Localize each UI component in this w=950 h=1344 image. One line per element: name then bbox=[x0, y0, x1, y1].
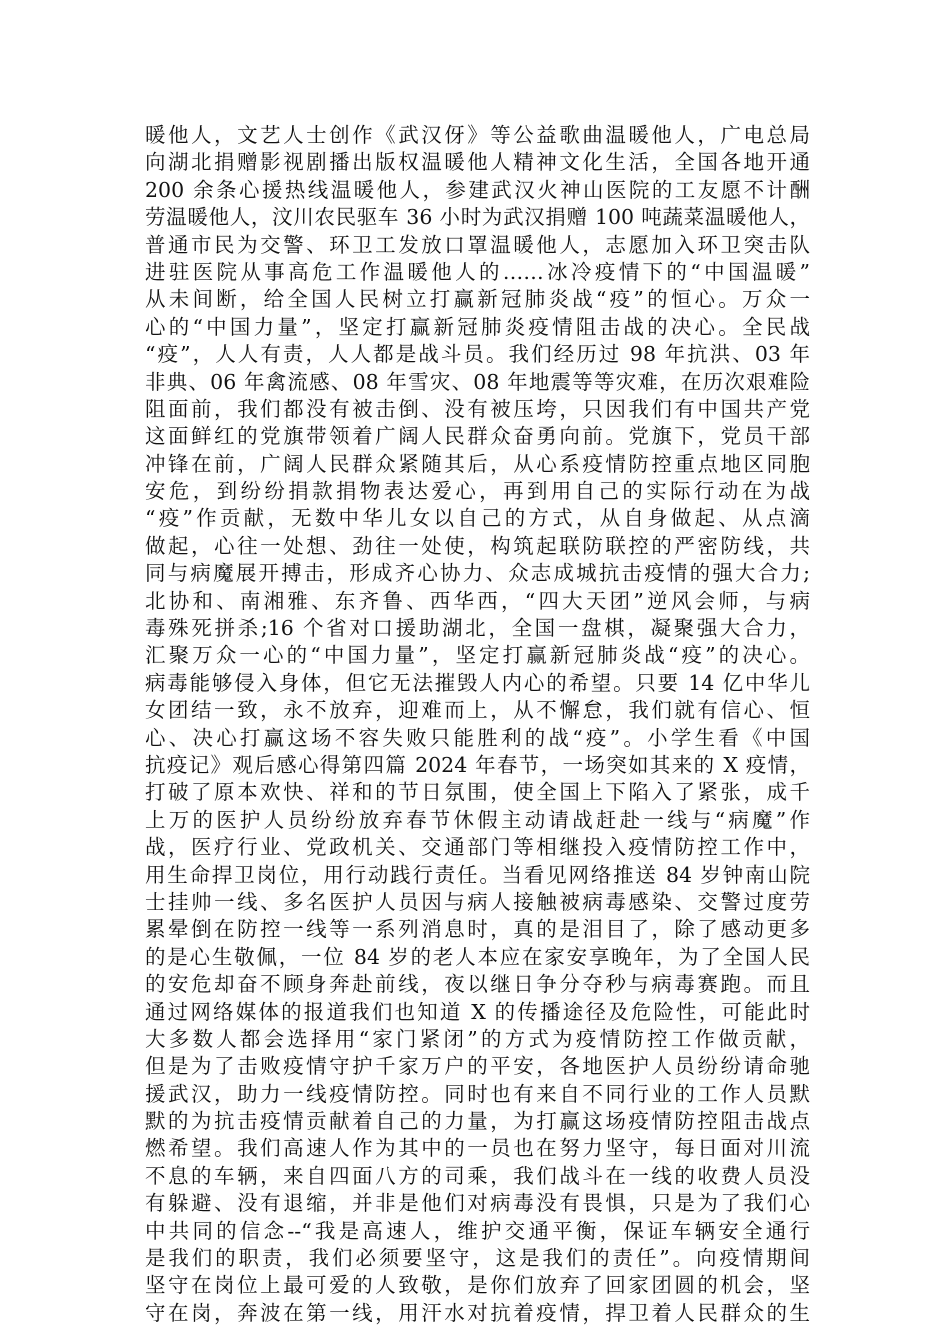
text-line: “疫”，人人有责，人人都是战斗员。我们经历过 98 年抗洪、03 年 bbox=[145, 342, 810, 367]
text-line: 的是心生敬佩，一位 84 岁的老人本应在家安享晚年，为了全国人民 bbox=[145, 944, 810, 969]
text-line: 有躲避、没有退缩，并非是他们对病毒没有畏惧，只是为了我们心 bbox=[145, 1191, 810, 1216]
text-line: 汇聚万众一心的“中国力量”，坚定打赢新冠肺炎战“疫”的决心。 bbox=[145, 643, 810, 668]
text-line: 北协和、南湘雅、东齐鲁、西华西，“四大天团”逆风会师，与病 bbox=[145, 588, 810, 613]
text-line: 但是为了击败疫情守护千家万户的平安，各地医护人员纷纷请命驰 bbox=[145, 1054, 810, 1079]
text-line: 坚守在岗位上最可爱的人致敬，是你们放弃了回家团圆的机会，坚 bbox=[145, 1273, 810, 1298]
text-line: 心、决心打赢这场不容失败只能胜利的战“疫”。小学生看《中国 bbox=[145, 725, 810, 750]
text-line: 向湖北捐赠影视剧播出版权温暖他人精神文化生活，全国各地开通 bbox=[145, 150, 810, 175]
text-line: 燃希望。我们高速人作为其中的一员也在努力坚守，每日面对川流 bbox=[145, 1136, 810, 1161]
text-line: 援武汉，助力一线疫情防控。同时也有来自不同行业的工作人员默 bbox=[145, 1081, 810, 1106]
text-line: 守在岗，奔波在第一线，用汗水对抗着疫情，捍卫着人民群众的生 bbox=[145, 1300, 810, 1325]
text-line: 上万的医护人员纷纷放弃春节休假主动请战赶赴一线与“病魔”作 bbox=[145, 807, 810, 832]
text-line: 大多数人都会选择用“家门紧闭”的方式为疫情防控工作做贡献， bbox=[145, 1026, 810, 1051]
text-line: “疫”作贡献，无数中华儿女以自己的方式，从自身做起、从点滴 bbox=[145, 506, 810, 531]
text-line: 抗疫记》观后感心得第四篇 2024 年春节，一场突如其来的 X 疫情， bbox=[145, 752, 810, 777]
text-line: 做起，心往一处想、劲往一处使，构筑起联防联控的严密防线，共 bbox=[145, 533, 810, 558]
text-line: 默的为抗击疫情贡献着自己的力量，为打赢这场疫情防控阻击战点 bbox=[145, 1109, 810, 1134]
text-line: 暖他人，文艺人士创作《武汉伢》等公益歌曲温暖他人，广电总局 bbox=[145, 123, 810, 147]
text-line: 用生命捍卫岗位，用行动践行责任。当看见网络推送 84 岁钟南山院 bbox=[145, 862, 810, 887]
text-line: 女团结一致，永不放弃，迎难而上，从不懈怠，我们就有信心、恒 bbox=[145, 698, 810, 723]
text-line: 非典、06 年禽流感、08 年雪灾、08 年地震等等灾难，在历次艰难险 bbox=[145, 369, 810, 394]
text-line: 累晕倒在防控一线等一系列消息时，真的是泪目了，除了感动更多 bbox=[145, 917, 810, 942]
text-line: 安危，到纷纷捐款捐物表达爱心，再到用自己的实际行动在为战 bbox=[145, 479, 810, 504]
text-line: 毒殊死拼杀;16 个省对口援助湖北，全国一盘棋，凝聚强大合力， bbox=[145, 616, 810, 641]
text-line: 不息的车辆，来自四面八方的司乘，我们战斗在一线的收费人员没 bbox=[145, 1163, 810, 1188]
text-line: 病毒能够侵入身体，但它无法摧毁人内心的希望。只要 14 亿中华儿 bbox=[145, 670, 810, 695]
text-line: 心的“中国力量”，坚定打赢新冠肺炎疫情阻击战的决心。全民战 bbox=[145, 314, 810, 339]
text-line: 劳温暖他人，汶川农民驱车 36 小时为武汉捐赠 100 吨蔬菜温暖他人， bbox=[145, 205, 810, 230]
text-line: 200 余条心援热线温暖他人，参建武汉火神山医院的工友愿不计酬 bbox=[145, 177, 810, 202]
text-line: 打破了原本欢快、祥和的节日氛围，使全国上下陷入了紧张，成千 bbox=[145, 780, 810, 805]
text-line: 从未间断，给全国人民树立打赢新冠肺炎战“疫”的恒心。万众一 bbox=[145, 287, 810, 312]
text-line: 通过网络媒体的报道我们也知道 X 的传播途径及危险性，可能此时 bbox=[145, 999, 810, 1024]
text-line: 士挂帅一线、多名医护人员因与病人接触被病毒感染、交警过度劳 bbox=[145, 889, 810, 914]
text-line: 普通市民为交警、环卫工发放口罩温暖他人，志愿加入环卫突击队 bbox=[145, 232, 810, 257]
text-line: 中共同的信念--“我是高速人，维护交通平衡，保证车辆安全通行 bbox=[145, 1218, 810, 1243]
text-line: 进驻医院从事高危工作温暖他人的……冰冷疫情下的“中国温暖” bbox=[145, 259, 810, 284]
text-line: 冲锋在前，广阔人民群众紧随其后，从心系疫情防控重点地区同胞 bbox=[145, 451, 810, 476]
text-line: 战，医疗行业、党政机关、交通部门等相继投入疫情防控工作中， bbox=[145, 835, 810, 860]
text-line: 是我们的职责，我们必须要坚守，这是我们的责任”。向疫情期间 bbox=[145, 1246, 810, 1271]
body-text bbox=[145, 122, 810, 1327]
text-line: 同与病魔展开搏击，形成齐心协力、众志成城抗击疫情的强大合力; bbox=[145, 561, 810, 586]
text-line: 的安危却奋不顾身奔赴前线，夜以继日争分夺秒与病毒赛跑。而且 bbox=[145, 972, 810, 997]
text-line: 这面鲜红的党旗带领着广阔人民群众奋勇向前。党旗下，党员干部 bbox=[145, 424, 810, 449]
text-line: 阻面前，我们都没有被击倒、没有被压垮，只因我们有中国共产党 bbox=[145, 396, 810, 421]
